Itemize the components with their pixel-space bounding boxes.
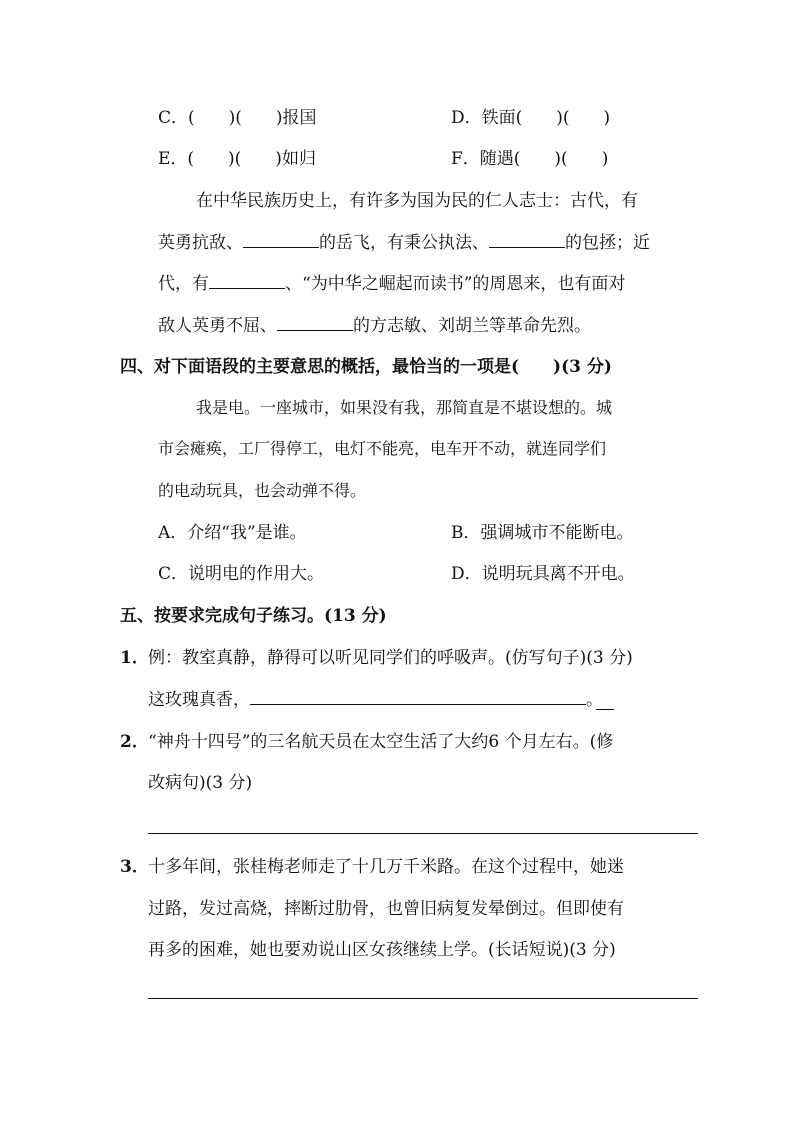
q4-paragraph-line-3: 的电动玩具，也会动弹不得。 xyxy=(158,481,367,500)
q5-item-3-number: 3． xyxy=(120,857,149,877)
passage-line-1: 在中华民族历史上，有许多为国为民的仁人志士：古代，有 xyxy=(196,191,638,211)
option-d: D．铁面( )( ) xyxy=(451,108,611,128)
q4-paragraph-line-2: 市会瘫痪，工厂得停工，电灯不能亮，电车开不动，就连同学们 xyxy=(158,439,607,458)
fill-blank[interactable] xyxy=(209,272,285,289)
q5-item-1-answer-line xyxy=(148,688,603,712)
q5-item-2-line-2: 改病句)(3 分) xyxy=(148,773,253,793)
q5-title: 五、按要求完成句子练习。(13 分) xyxy=(120,606,387,626)
q4-paragraph-line-1: 我是电。一座城市，如果没有我，那简直是不堪设想的。城 xyxy=(196,398,613,417)
q4-option-c[interactable]: C．说明电的作用大。 xyxy=(158,564,325,584)
q5-item-3-line-3: 再多的困难，她也要劝说山区女孩继续上学。(长话短说)(3 分) xyxy=(148,940,616,960)
passage-text: 代，有 xyxy=(158,274,209,294)
q5-item-2-number: 2． xyxy=(120,732,149,752)
passage-line-2 xyxy=(158,231,650,255)
option-e: E．( )( )如归 xyxy=(158,149,316,169)
option-f: F．随遇( )( ) xyxy=(451,149,609,169)
q4-option-d[interactable]: D．说明玩具离不开电。 xyxy=(451,564,635,584)
q4-title: 四、对下面语段的主要意思的概括，最恰当的一项是( )(3 分) xyxy=(120,357,612,377)
q4-option-a[interactable]: A．介绍“我”是谁。 xyxy=(158,523,307,543)
q5-item-2-line-1: “神舟十四号”的三名航天员在太空生活了大约6 个月左右。(修 xyxy=(148,732,614,752)
q5-item-2-answer-line[interactable] xyxy=(148,833,698,834)
passage-line-3 xyxy=(158,272,625,296)
passage-text: 英勇抗敌、 xyxy=(158,233,243,253)
q5-item-1-number: 1． xyxy=(120,648,149,668)
passage-text: 的包拯；近 xyxy=(565,233,650,253)
passage-text: 敌人英勇不屈、 xyxy=(158,316,277,336)
answer-suffix: 。 xyxy=(586,690,603,710)
answer-underline-tail xyxy=(596,709,614,710)
q4-option-b[interactable]: B．强调城市不能断电。 xyxy=(451,523,634,543)
fill-blank[interactable] xyxy=(243,231,319,248)
passage-line-4 xyxy=(158,314,591,338)
answer-prefix: 这玫瑰真香， xyxy=(148,690,250,710)
fill-blank[interactable] xyxy=(489,231,565,248)
q5-item-3-line-2: 过路，发过高烧，摔断过肋骨，也曾旧病复发晕倒过。但即使有 xyxy=(148,899,624,919)
passage-text: 的岳飞，有秉公执法、 xyxy=(319,233,489,253)
q5-item-3-line-1: 十多年间，张桂梅老师走了十几万千米路。在这个过程中，她迷 xyxy=(148,857,624,877)
answer-blank[interactable] xyxy=(250,688,586,705)
q5-item-3-answer-line[interactable] xyxy=(148,998,698,999)
option-c: C．( )( )报国 xyxy=(158,108,317,128)
passage-text: 、“为中华之崛起而读书”的周恩来，也有面对 xyxy=(285,274,626,294)
passage-text: 的方志敏、刘胡兰等革命先烈。 xyxy=(353,316,591,336)
q5-item-1-text: 例：教室真静，静得可以听见同学们的呼吸声。(仿写句子)(3 分) xyxy=(148,648,633,668)
fill-blank[interactable] xyxy=(277,314,353,331)
